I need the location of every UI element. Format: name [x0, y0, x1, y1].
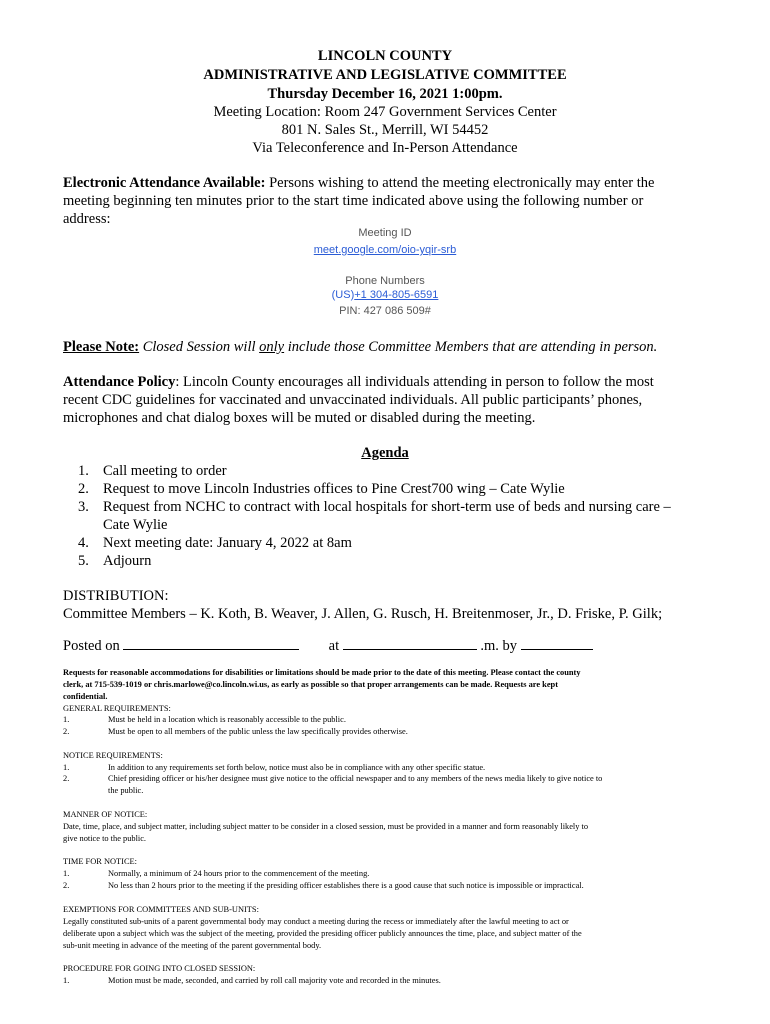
posted-line — [63, 635, 723, 656]
manner-of-notice-title: MANNER OF NOTICE: — [63, 810, 148, 819]
item-number: 1. — [63, 869, 70, 878]
agenda-item-number: 1. — [78, 463, 89, 479]
distribution-title: DISTRIBUTION: — [63, 588, 169, 604]
agenda-item-number: 3. — [78, 499, 89, 515]
agenda-item-continuation — [78, 516, 168, 534]
electronic-attendance-line-1 — [63, 174, 703, 193]
please-note-text-b: include those Committee Members that are attending in person. — [284, 339, 658, 355]
committee-title: ADMINISTRATIVE AND LEGISLATIVE COMMITTEE — [203, 67, 567, 83]
item-number: 2. — [63, 727, 70, 736]
item-number: 2. — [63, 881, 70, 890]
posted-at-label: at — [328, 638, 340, 654]
manner-of-notice-line-1: Date, time, place, and subject matter, including subject matter to be consider in a closed session, must be provided in a manner and form reasonably likely to — [63, 822, 589, 831]
please-note — [63, 338, 723, 357]
item-text: In addition to any requirements set forth below, notice must also be in compliance with any other specific statue. — [108, 763, 486, 772]
requests-line-2: clerk, at 715-539-1019 or chris.marlowe@co.lincoln.wi.us, as early as possible so that proper arrangements can be made. Requests are kept — [63, 680, 558, 689]
agenda-item — [78, 534, 352, 552]
item-text: the public. — [108, 786, 144, 795]
distribution-members: Committee Members – K. Koth, B. Weaver, J. Allen, G. Rusch, H. Breitenmoser, Jr., D. Friske, P. Gilk; — [63, 606, 663, 622]
electronic-attendance-line-3: address: — [63, 211, 111, 227]
agenda-item-text: Next meeting date: January 4, 2022 at 8am — [103, 535, 352, 551]
item-text: Motion must be made, seconded, and carried by roll call majority vote and recorded in the minutes. — [108, 976, 441, 985]
notice-requirements-title: NOTICE REQUIREMENTS: — [63, 751, 163, 760]
exemptions-line-1: Legally constituted sub-units of a parent governmental body may conduct a meeting during the recess or immediately after the lawful meeting to act or — [63, 917, 569, 926]
phone-numbers-label: Phone Numbers — [345, 275, 425, 287]
posted-at-blank — [343, 635, 477, 650]
item-text: Must be held in a location which is reasonably accessible to the public. — [108, 715, 346, 724]
electronic-attendance-label: Electronic Attendance Available: — [63, 175, 266, 191]
agenda-item-text: Request to move Lincoln Industries offices to Pine Crest700 wing – Cate Wylie — [103, 481, 565, 497]
item-number: 1. — [63, 763, 70, 772]
item-text: Must be open to all members of the public unless the law specifically provides otherwise. — [108, 727, 408, 736]
agenda-item-text: Request from NCHC to contract with local hospitals for short-term use of beds and nursing care – — [103, 499, 671, 515]
agenda-title: Agenda — [361, 445, 409, 461]
agenda-item-number: 4. — [78, 535, 89, 551]
meeting-mode: Via Teleconference and In-Person Attendance — [252, 140, 518, 156]
agenda-item — [78, 552, 151, 570]
phone-number-link[interactable]: +1 304-805-6591 — [354, 289, 439, 301]
please-note-label: Please Note: — [63, 339, 140, 355]
attendance-policy-label: Attendance Policy — [63, 374, 176, 390]
agenda-item — [78, 498, 671, 516]
electronic-attendance-text-1: Persons wishing to attend the meeting electronically may enter the — [265, 175, 655, 191]
meeting-link-row — [0, 244, 770, 256]
agenda-item-number: 5. — [78, 553, 89, 569]
agenda-item-number: 2. — [78, 481, 89, 497]
time-for-notice-title: TIME FOR NOTICE: — [63, 857, 137, 866]
meeting-address: 801 N. Sales St., Merrill, WI 54452 — [281, 122, 489, 138]
attendance-policy-line-3: microphones and chat dialog boxes will be muted or disabled during the meeting. — [63, 410, 536, 426]
meeting-id-label: Meeting ID — [358, 227, 412, 239]
manner-of-notice-line-2: give notice to the public. — [63, 834, 147, 843]
requests-line-1: Requests for reasonable accommodations for disabilities or limitations should be made prior to the date of this meeting. Please contact the county — [63, 668, 581, 677]
agenda-item-text: Call meeting to order — [103, 463, 227, 479]
posted-on-blank — [123, 635, 299, 650]
posted-by-blank — [521, 635, 593, 650]
meeting-datetime: Thursday December 16, 2021 1:00pm. — [267, 86, 503, 102]
agenda-item — [78, 480, 565, 498]
meeting-link[interactable]: meet.google.com/oio-yqir-srb — [313, 244, 457, 256]
exemptions-line-2: deliberate upon a subject which was the subject of the meeting, provided the presiding officer publicly announces the time, place, and subject matter of the — [63, 929, 582, 938]
posted-m-by-label: .m. by — [480, 638, 518, 654]
exemptions-title: EXEMPTIONS FOR COMMITTEES AND SUB-UNITS: — [63, 905, 259, 914]
requests-line-3: confidential. — [63, 692, 108, 701]
item-text: No less than 2 hours prior to the meeting if the presiding officer establishes there is a good cause that such notice is impossible or impractical. — [108, 881, 584, 890]
phone-country: (US) — [331, 289, 355, 301]
item-number: 1. — [63, 976, 70, 985]
closed-session-procedure-title: PROCEDURE FOR GOING INTO CLOSED SESSION: — [63, 964, 256, 973]
please-note-text-a: Closed Session will — [139, 339, 260, 355]
agenda-item-text: Adjourn — [103, 553, 152, 569]
electronic-attendance-line-2: meeting beginning ten minutes prior to the start time indicated above using the following number or — [63, 193, 644, 209]
item-number: 2. — [63, 774, 70, 783]
attendance-policy-text-1: : Lincoln County encourages all individuals attending in person to follow the most — [175, 374, 654, 390]
phone-row — [0, 289, 770, 301]
phone-pin: PIN: 427 086 509# — [339, 305, 431, 317]
item-number: 1. — [63, 715, 70, 724]
general-requirements-title: GENERAL REQUIREMENTS: — [63, 704, 171, 713]
item-text: Normally, a minimum of 24 hours prior to the commencement of the meeting. — [108, 869, 370, 878]
agenda-item-text: Cate Wylie — [103, 517, 168, 533]
please-note-only: only — [259, 339, 285, 355]
county-title: LINCOLN COUNTY — [317, 48, 453, 64]
attendance-policy-line-2: recent CDC guidelines for vaccinated and unvaccinated individuals. All public participants’ phones, — [63, 392, 643, 408]
agenda-item — [78, 462, 227, 480]
meeting-location: Meeting Location: Room 247 Government Services Center — [213, 104, 557, 120]
item-text: Chief presiding officer or his/her designee must give notice to the official newspaper and to any members of the news media likely to give notice to — [108, 774, 603, 783]
exemptions-line-3: sub-unit meeting in advance of the meeting of the parent governmental body. — [63, 941, 322, 950]
posted-on-label: Posted on — [63, 638, 120, 654]
attendance-policy-line-1 — [63, 373, 723, 392]
